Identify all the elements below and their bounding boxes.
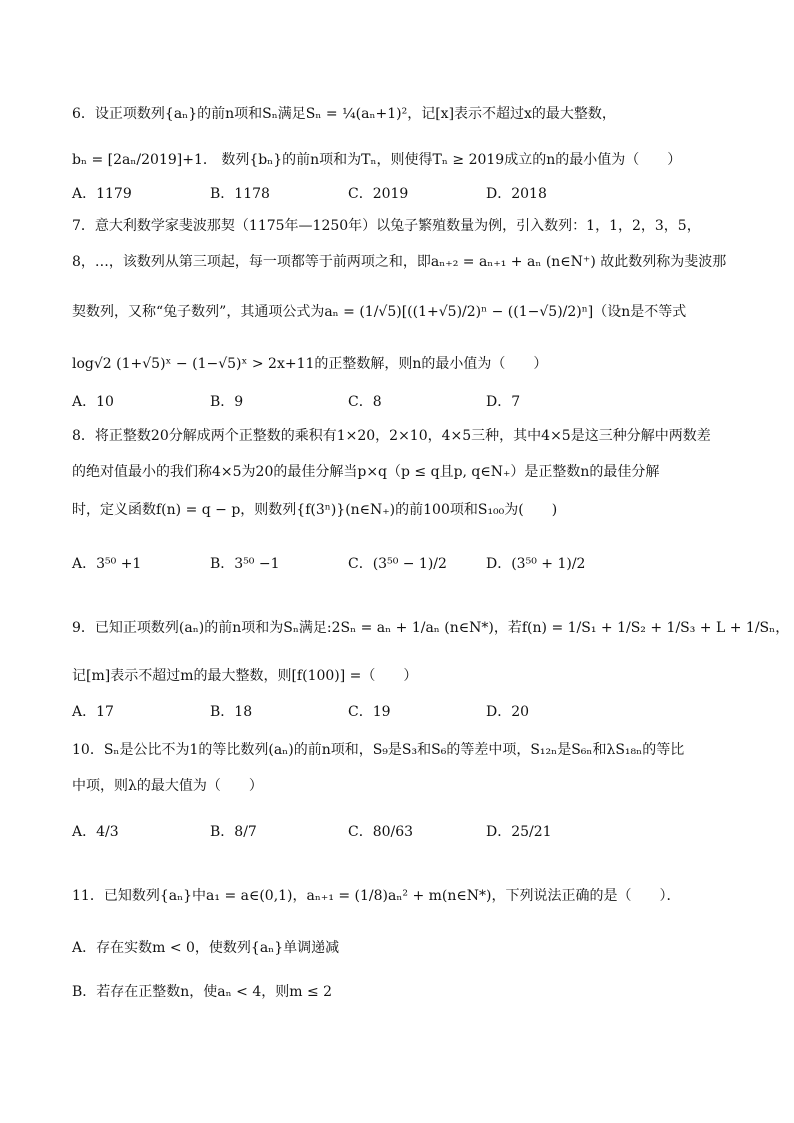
q10-stem-line2: 中项，则λ的最大值为（ ）: [72, 778, 263, 794]
q7-choice-a[interactable]: A．10: [72, 394, 114, 410]
q10-choice-c[interactable]: C．80/63: [348, 824, 414, 840]
q7-stem-line1: 7．意大利数学家斐波那契（1175年—1250年）以兔子繁殖数量为例，引入数列：1，1，2，3，5，: [72, 218, 701, 234]
q9-stem-line2: 记[m]表示不超过m的最大整数，则[f(100)] =（ ）: [72, 668, 418, 684]
q8-choice-d[interactable]: D．(3⁵⁰ + 1)/2: [486, 556, 586, 572]
q7-choice-c[interactable]: C．8: [348, 394, 382, 410]
q8-stem-line3: 时，定义函数f(n) = q − p，则数列{f(3ⁿ)}(n∈N₊)的前100项和S₁₀₀为( ): [72, 502, 558, 518]
q6-stem-line2: bₙ = [2aₙ/2019]+1． 数列{bₙ}的前n项和为Tₙ，则使得Tₙ ≥ 2019成立的n的最小值为（ ）: [72, 152, 682, 168]
q8-stem-line1: 8．将正整数20分解成两个正整数的乘积有1×20，2×10，4×5三种，其中4×5是这三种分解中两数差: [72, 428, 711, 444]
q10-stem-line1: 10．Sₙ是公比不为1的等比数列(aₙ)的前n项和，S₉是S₃和S₆的等差中项，S₁₂ₙ是S₆ₙ和λS₁₈ₙ的等比: [72, 742, 685, 758]
q6-choice-a[interactable]: A．1179: [72, 186, 132, 202]
q6-stem-line1: 6．设正项数列{aₙ}的前n项和Sₙ满足Sₙ = ¼(aₙ+1)²，记[x]表示不超过x的最大整数，: [72, 106, 616, 122]
q6-choice-c[interactable]: C．2019: [348, 186, 409, 202]
q7-choice-d[interactable]: D．7: [486, 394, 521, 410]
q7-stem-line3: 契数列，又称“兔子数列”，其通项公式为aₙ = (1/√5)[((1+√5)/2)ⁿ − ((1−√5)/2)ⁿ]（设n是不等式: [72, 304, 687, 320]
q9-choice-b[interactable]: B．18: [210, 704, 253, 720]
q11-option-a[interactable]: A．存在实数m < 0，使数列{aₙ}单调递减: [72, 940, 340, 956]
q10-choice-b[interactable]: B．8/7: [210, 824, 257, 840]
q9-stem-line1: 9．已知正项数列(aₙ)的前n项和为Sₙ满足:2Sₙ = aₙ + 1/aₙ (n∈N*)，若f(n) = 1/S₁ + 1/S₂ + 1/S₃ + L + 1/Sₙ，: [72, 620, 790, 636]
q9-choice-c[interactable]: C．19: [348, 704, 391, 720]
q8-stem-line2: 的绝对值最小的我们称4×5为20的最佳分解当p×q（p ≤ q且p, q∈N₊）是正整数n的最佳分解: [72, 464, 660, 480]
q7-stem-line2: 8，…，该数列从第三项起，每一项都等于前两项之和，即aₙ₊₂ = aₙ₊₁ + aₙ (n∈N⁺) 故此数列称为斐波那: [72, 254, 727, 270]
q9-choice-d[interactable]: D．20: [486, 704, 530, 720]
q11-stem-line1: 11．已知数列{aₙ}中a₁ = a∈(0,1)，aₙ₊₁ = (1/8)aₙ² + m(n∈N*)，下列说法正确的是（ ）．: [72, 888, 681, 904]
q9-choice-a[interactable]: A．17: [72, 704, 114, 720]
q6-choice-b[interactable]: B．1178: [210, 186, 270, 202]
q10-choice-a[interactable]: A．4/3: [72, 824, 119, 840]
q7-choice-b[interactable]: B．9: [210, 394, 244, 410]
q8-choice-a[interactable]: A．3⁵⁰ +1: [72, 556, 142, 572]
q11-option-b[interactable]: B．若存在正整数n，使aₙ < 4，则m ≤ 2: [72, 984, 333, 1000]
q8-choice-b[interactable]: B．3⁵⁰ −1: [210, 556, 280, 572]
q10-choice-d[interactable]: D．25/21: [486, 824, 552, 840]
q6-choice-d[interactable]: D．2018: [486, 186, 547, 202]
q8-choice-c[interactable]: C．(3⁵⁰ − 1)/2: [348, 556, 447, 572]
q7-stem-line4: log√2 (1+√5)ˣ − (1−√5)ˣ > 2x+11的正整数解，则n的最小值为（ ）: [72, 356, 548, 372]
